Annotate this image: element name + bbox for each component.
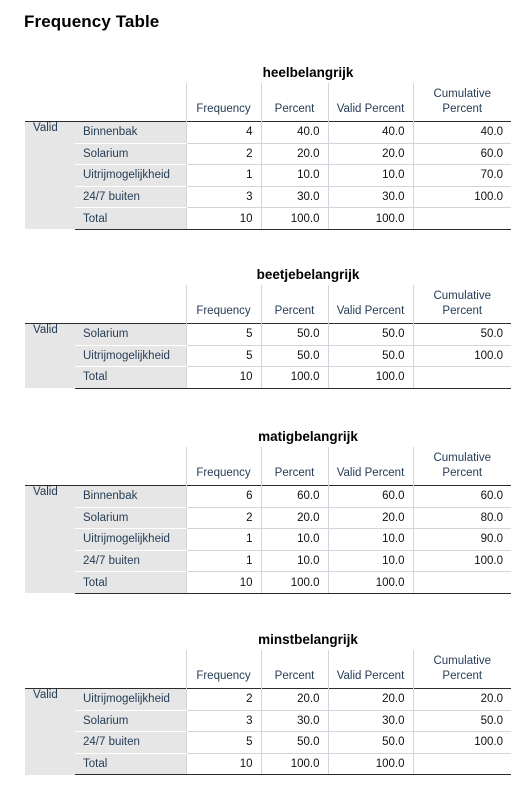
cell-valid-percent: 60.0 — [328, 486, 413, 508]
cell-percent: 20.0 — [261, 507, 328, 529]
frequency-table-minstbelangrijk — [25, 630, 511, 775]
cell-cumulative-percent — [413, 367, 511, 389]
cell-frequency: 2 — [186, 143, 261, 165]
cell-cumulative-percent — [413, 208, 511, 230]
cell-valid-percent: 10.0 — [328, 529, 413, 551]
row-label: Binnenbak — [75, 486, 186, 508]
row-label: Uitrijmogelijkheid — [75, 529, 186, 551]
row-label: 24/7 buiten — [75, 732, 186, 754]
header-valid-percent: Valid Percent — [328, 83, 413, 122]
frequency-table-beetjebelangrijk — [25, 265, 511, 389]
cell-valid-percent: 50.0 — [328, 324, 413, 346]
cell-percent: 100.0 — [261, 367, 328, 389]
table-row — [25, 689, 511, 711]
frequency-table — [25, 447, 511, 594]
header-frequency: Frequency — [186, 650, 261, 689]
row-label: Solarium — [75, 507, 186, 529]
header-row — [25, 447, 511, 486]
header-cumulative-percent — [413, 285, 511, 324]
header-cumulative-line1: Cumulative — [433, 452, 492, 464]
cell-cumulative-percent — [413, 753, 511, 775]
header-valid-percent: Valid Percent — [328, 285, 413, 324]
row-label: Binnenbak — [75, 122, 186, 144]
row-label: Total — [75, 572, 186, 594]
cell-percent: 30.0 — [261, 710, 328, 732]
cell-frequency: 5 — [186, 345, 261, 367]
cell-valid-percent: 100.0 — [328, 572, 413, 594]
header-row — [25, 83, 511, 122]
cell-percent: 100.0 — [261, 572, 328, 594]
header-row — [25, 650, 511, 689]
header-frequency: Frequency — [186, 285, 261, 324]
cell-percent: 10.0 — [261, 165, 328, 187]
cell-percent: 100.0 — [261, 753, 328, 775]
header-cumulative-percent — [413, 447, 511, 486]
row-label: Uitrijmogelijkheid — [75, 345, 186, 367]
header-cumulative-line2: Percent — [442, 467, 483, 479]
header-blank — [25, 650, 75, 689]
group-label-valid: Valid — [25, 689, 75, 775]
cell-percent: 50.0 — [261, 732, 328, 754]
header-cumulative-percent — [413, 83, 511, 122]
row-label: Solarium — [75, 324, 186, 346]
cell-cumulative-percent: 90.0 — [413, 529, 511, 551]
cell-frequency: 6 — [186, 486, 261, 508]
table-row — [25, 208, 511, 230]
cell-frequency: 2 — [186, 689, 261, 711]
header-blank — [75, 447, 186, 486]
cell-cumulative-percent: 100.0 — [413, 732, 511, 754]
cell-cumulative-percent: 50.0 — [413, 710, 511, 732]
cell-percent: 10.0 — [261, 550, 328, 572]
cell-cumulative-percent: 70.0 — [413, 165, 511, 187]
row-label: Uitrijmogelijkheid — [75, 165, 186, 187]
cell-frequency: 10 — [186, 753, 261, 775]
table-row — [25, 486, 511, 508]
table-row — [25, 324, 511, 346]
cell-valid-percent: 30.0 — [328, 710, 413, 732]
header-blank — [25, 285, 75, 324]
header-blank — [75, 650, 186, 689]
header-frequency: Frequency — [186, 83, 261, 122]
header-cumulative-line2: Percent — [442, 670, 483, 682]
header-blank — [25, 83, 75, 122]
cell-cumulative-percent: 100.0 — [413, 186, 511, 208]
cell-valid-percent: 30.0 — [328, 186, 413, 208]
page-title: Frequency Table — [24, 12, 160, 31]
cell-cumulative-percent: 60.0 — [413, 486, 511, 508]
table-title: heelbelangrijk — [262, 65, 354, 80]
frequency-table — [25, 285, 511, 389]
row-label: Uitrijmogelijkheid — [75, 689, 186, 711]
cell-valid-percent: 50.0 — [328, 732, 413, 754]
cell-percent: 10.0 — [261, 529, 328, 551]
cell-frequency: 4 — [186, 122, 261, 144]
table-row — [25, 507, 511, 529]
cell-cumulative-percent: 40.0 — [413, 122, 511, 144]
table-row — [25, 550, 511, 572]
cell-frequency: 1 — [186, 529, 261, 551]
frequency-table-heelbelangrijk — [25, 63, 511, 230]
cell-valid-percent: 20.0 — [328, 143, 413, 165]
cell-cumulative-percent: 80.0 — [413, 507, 511, 529]
row-label: Total — [75, 208, 186, 230]
group-label-valid: Valid — [25, 122, 75, 230]
cell-cumulative-percent — [413, 572, 511, 594]
row-label: 24/7 buiten — [75, 186, 186, 208]
cell-percent: 20.0 — [261, 143, 328, 165]
header-percent: Percent — [261, 650, 328, 689]
header-cumulative-line2: Percent — [442, 103, 483, 115]
cell-frequency: 2 — [186, 507, 261, 529]
header-cumulative-percent — [413, 650, 511, 689]
row-label: Solarium — [75, 710, 186, 732]
table-title: minstbelangrijk — [258, 632, 358, 647]
table-row — [25, 732, 511, 754]
cell-frequency: 3 — [186, 186, 261, 208]
header-percent: Percent — [261, 83, 328, 122]
cell-frequency: 10 — [186, 572, 261, 594]
row-label: 24/7 buiten — [75, 550, 186, 572]
cell-percent: 20.0 — [261, 689, 328, 711]
cell-valid-percent: 100.0 — [328, 367, 413, 389]
table-title: matigbelangrijk — [258, 429, 358, 444]
table-row — [25, 143, 511, 165]
cell-valid-percent: 20.0 — [328, 689, 413, 711]
cell-cumulative-percent: 50.0 — [413, 324, 511, 346]
cell-frequency: 1 — [186, 550, 261, 572]
table-row — [25, 529, 511, 551]
table-row — [25, 753, 511, 775]
cell-frequency: 10 — [186, 208, 261, 230]
table-row — [25, 165, 511, 187]
header-percent: Percent — [261, 285, 328, 324]
table-row — [25, 345, 511, 367]
header-cumulative-line1: Cumulative — [433, 88, 492, 100]
table-title: beetjebelangrijk — [256, 267, 360, 282]
cell-frequency: 10 — [186, 367, 261, 389]
cell-cumulative-percent: 20.0 — [413, 689, 511, 711]
frequency-table — [25, 650, 511, 775]
cell-frequency: 1 — [186, 165, 261, 187]
header-blank — [75, 83, 186, 122]
cell-valid-percent: 10.0 — [328, 550, 413, 572]
table-row — [25, 572, 511, 594]
cell-percent: 60.0 — [261, 486, 328, 508]
frequency-table — [25, 83, 511, 230]
cell-valid-percent: 10.0 — [328, 165, 413, 187]
cell-percent: 50.0 — [261, 345, 328, 367]
cell-percent: 50.0 — [261, 324, 328, 346]
table-row — [25, 367, 511, 389]
header-cumulative-line2: Percent — [442, 305, 483, 317]
cell-frequency: 5 — [186, 324, 261, 346]
header-cumulative-line1: Cumulative — [433, 655, 492, 667]
cell-valid-percent: 40.0 — [328, 122, 413, 144]
cell-valid-percent: 50.0 — [328, 345, 413, 367]
table-row — [25, 122, 511, 144]
cell-cumulative-percent: 100.0 — [413, 550, 511, 572]
header-frequency: Frequency — [186, 447, 261, 486]
cell-percent: 40.0 — [261, 122, 328, 144]
cell-percent: 100.0 — [261, 208, 328, 230]
cell-percent: 30.0 — [261, 186, 328, 208]
table-row — [25, 186, 511, 208]
table-row — [25, 710, 511, 732]
cell-cumulative-percent: 100.0 — [413, 345, 511, 367]
cell-valid-percent: 100.0 — [328, 753, 413, 775]
header-blank — [25, 447, 75, 486]
cell-frequency: 5 — [186, 732, 261, 754]
row-label: Total — [75, 367, 186, 389]
header-row — [25, 285, 511, 324]
cell-valid-percent: 20.0 — [328, 507, 413, 529]
header-cumulative-line1: Cumulative — [433, 290, 492, 302]
cell-frequency: 3 — [186, 710, 261, 732]
row-label: Total — [75, 753, 186, 775]
header-valid-percent: Valid Percent — [328, 650, 413, 689]
frequency-table-matigbelangrijk — [25, 427, 511, 594]
group-label-valid: Valid — [25, 324, 75, 389]
header-valid-percent: Valid Percent — [328, 447, 413, 486]
cell-valid-percent: 100.0 — [328, 208, 413, 230]
cell-cumulative-percent: 60.0 — [413, 143, 511, 165]
row-label: Solarium — [75, 143, 186, 165]
header-percent: Percent — [261, 447, 328, 486]
header-blank — [75, 285, 186, 324]
group-label-valid: Valid — [25, 486, 75, 594]
